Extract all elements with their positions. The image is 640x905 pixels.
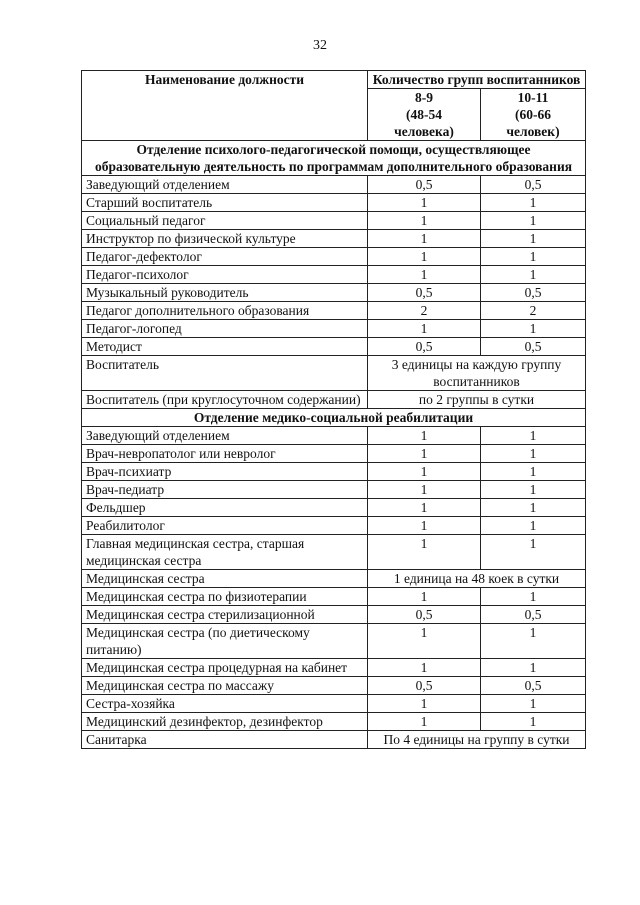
table-row	[82, 194, 586, 212]
value-8-9-groups: 0,5	[368, 176, 481, 194]
position-name: Медицинская сестра процедурная на кабинет	[82, 659, 368, 677]
value-10-11-groups: 1	[481, 194, 586, 212]
value-10-11-groups: 1	[481, 248, 586, 266]
position-name: Сестра-хозяйка	[82, 695, 368, 713]
position-name: Медицинская сестра стерилизационной	[82, 606, 368, 624]
table-row	[82, 535, 586, 570]
value-8-9-groups: 1	[368, 230, 481, 248]
value-10-11-groups: 0,5	[481, 606, 586, 624]
position-name: Медицинская сестра	[82, 570, 368, 588]
table-row	[82, 230, 586, 248]
value-8-9-groups: 1	[368, 481, 481, 499]
position-name: Социальный педагог	[82, 212, 368, 230]
section-header	[82, 141, 586, 176]
header-sub-1	[368, 89, 481, 141]
table-row	[82, 338, 586, 356]
value-8-9-groups: 1	[368, 194, 481, 212]
header-sub-2-groups: 10-11	[517, 90, 549, 105]
value-10-11-groups: 1	[481, 659, 586, 677]
value-10-11-groups: 1	[481, 266, 586, 284]
value-8-9-groups: 1	[368, 463, 481, 481]
position-name: Врач-педиатр	[82, 481, 368, 499]
table-row	[82, 659, 586, 677]
value-8-9-groups: 1	[368, 535, 481, 570]
page-number: 32	[313, 38, 327, 53]
table-row	[82, 570, 586, 588]
merged-value: По 4 единицы на группу в сутки	[368, 731, 586, 749]
position-name: Педагог-логопед	[82, 320, 368, 338]
value-8-9-groups: 2	[368, 302, 481, 320]
position-name: Музыкальный руководитель	[82, 284, 368, 302]
value-8-9-groups: 0,5	[368, 284, 481, 302]
value-10-11-groups: 1	[481, 713, 586, 731]
table-row	[82, 176, 586, 194]
table-row	[82, 266, 586, 284]
value-10-11-groups: 1	[481, 427, 586, 445]
position-name: Воспитатель	[82, 356, 368, 391]
value-10-11-groups: 1	[481, 463, 586, 481]
table-row	[82, 463, 586, 481]
table-row	[82, 588, 586, 606]
position-name: Реабилитолог	[82, 517, 368, 535]
position-name: Педагог дополнительного образования	[82, 302, 368, 320]
position-name: Старший воспитатель	[82, 194, 368, 212]
value-8-9-groups: 1	[368, 659, 481, 677]
staffing-table	[81, 70, 586, 749]
value-10-11-groups: 1	[481, 212, 586, 230]
value-8-9-groups: 1	[368, 320, 481, 338]
position-name: Фельдшер	[82, 499, 368, 517]
table-row	[82, 284, 586, 302]
value-10-11-groups: 1	[481, 445, 586, 463]
value-8-9-groups: 0,5	[368, 677, 481, 695]
table-row	[82, 445, 586, 463]
value-10-11-groups: 1	[481, 517, 586, 535]
header-groups: Количество групп воспитанников	[368, 71, 586, 89]
value-10-11-groups: 0,5	[481, 176, 586, 194]
value-10-11-groups: 1	[481, 481, 586, 499]
value-10-11-groups: 0,5	[481, 338, 586, 356]
position-name: Медицинская сестра по массажу	[82, 677, 368, 695]
table-row	[82, 481, 586, 499]
header-position: Наименование должности	[82, 71, 368, 141]
value-10-11-groups: 1	[481, 499, 586, 517]
table-row	[82, 356, 586, 391]
value-10-11-groups: 1	[481, 695, 586, 713]
value-8-9-groups: 0,5	[368, 606, 481, 624]
table-row	[82, 391, 586, 409]
value-10-11-groups: 2	[481, 302, 586, 320]
position-name: Педагог-дефектолог	[82, 248, 368, 266]
table-row	[82, 248, 586, 266]
header-sub-1-people2: человека)	[394, 124, 454, 139]
value-10-11-groups: 1	[481, 320, 586, 338]
value-8-9-groups: 1	[368, 624, 481, 659]
table-row	[82, 695, 586, 713]
merged-value: 1 единица на 48 коек в сутки	[368, 570, 586, 588]
value-8-9-groups: 1	[368, 266, 481, 284]
header-sub-2-people2: человек)	[506, 124, 560, 139]
table-row	[82, 212, 586, 230]
value-10-11-groups: 0,5	[481, 284, 586, 302]
value-8-9-groups: 1	[368, 517, 481, 535]
value-10-11-groups: 1	[481, 230, 586, 248]
position-name: Главная медицинская сестра, старшая медицинская сестра	[82, 535, 368, 570]
table-row	[82, 624, 586, 659]
value-8-9-groups: 1	[368, 499, 481, 517]
value-10-11-groups: 1	[481, 588, 586, 606]
value-8-9-groups: 1	[368, 427, 481, 445]
value-10-11-groups: 1	[481, 535, 586, 570]
value-10-11-groups: 1	[481, 624, 586, 659]
merged-value: по 2 группы в сутки	[368, 391, 586, 409]
position-name: Врач-психиатр	[82, 463, 368, 481]
value-8-9-groups: 1	[368, 588, 481, 606]
position-name: Заведующий отделением	[82, 176, 368, 194]
value-8-9-groups: 1	[368, 212, 481, 230]
header-sub-2-people: (60-66	[515, 107, 551, 122]
position-name: Медицинская сестра (по диетическому питанию)	[82, 624, 368, 659]
section-header	[82, 409, 586, 427]
value-10-11-groups: 0,5	[481, 677, 586, 695]
table-row	[82, 677, 586, 695]
table-row	[82, 731, 586, 749]
position-name: Педагог-психолог	[82, 266, 368, 284]
table-row	[82, 517, 586, 535]
position-name: Инструктор по физической культуре	[82, 230, 368, 248]
section-title: Отделение медико-социальной реабилитации	[82, 409, 586, 427]
value-8-9-groups: 1	[368, 445, 481, 463]
merged-value: 3 единицы на каждую группу воспитанников	[368, 356, 586, 391]
header-sub-1-people: (48-54	[406, 107, 442, 122]
table-row	[82, 606, 586, 624]
value-8-9-groups: 1	[368, 695, 481, 713]
position-name: Врач-невропатолог или невролог	[82, 445, 368, 463]
position-name: Воспитатель (при круглосуточном содержании)	[82, 391, 368, 409]
table-row	[82, 713, 586, 731]
header-sub-2	[481, 89, 586, 141]
position-name: Заведующий отделением	[82, 427, 368, 445]
section-title: Отделение психолого-педагогической помощи, осуществляющее образовательную деятельность по программам дополнительного образования	[82, 141, 586, 176]
position-name: Медицинский дезинфектор, дезинфектор	[82, 713, 368, 731]
table-row	[82, 320, 586, 338]
position-name: Санитарка	[82, 731, 368, 749]
header-sub-1-groups: 8-9	[415, 90, 433, 105]
value-8-9-groups: 1	[368, 248, 481, 266]
table-row	[82, 499, 586, 517]
value-8-9-groups: 0,5	[368, 338, 481, 356]
table-row	[82, 427, 586, 445]
position-name: Методист	[82, 338, 368, 356]
table-row	[82, 302, 586, 320]
position-name: Медицинская сестра по физиотерапии	[82, 588, 368, 606]
value-8-9-groups: 1	[368, 713, 481, 731]
